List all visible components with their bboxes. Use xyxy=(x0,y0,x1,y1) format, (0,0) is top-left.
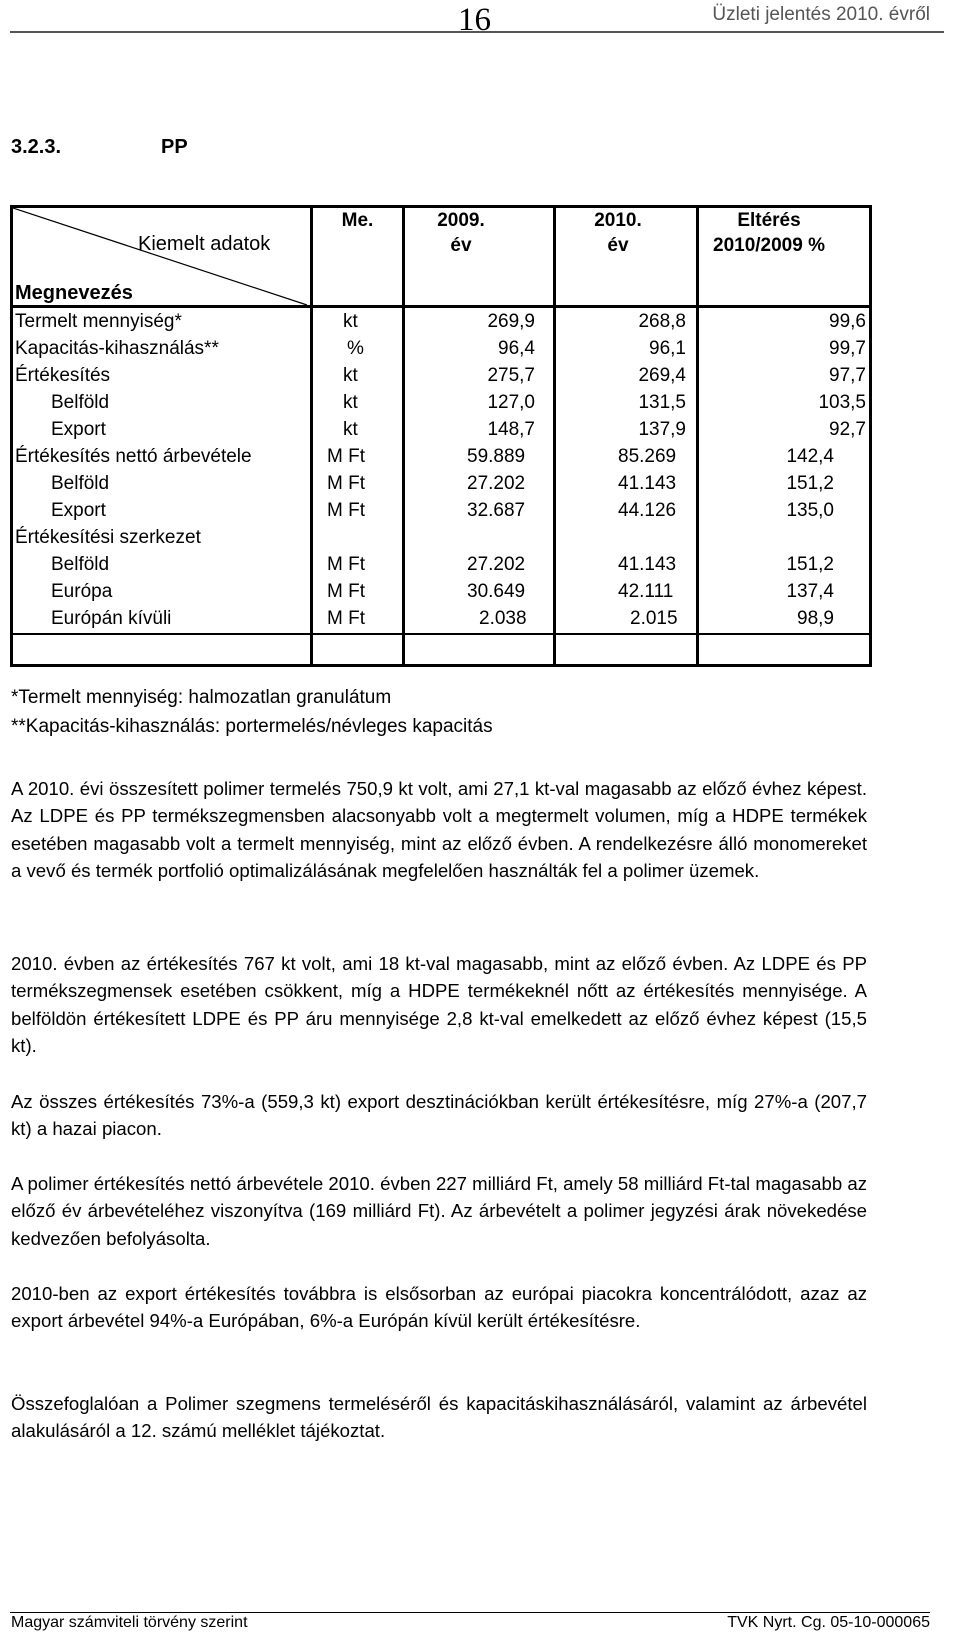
row-value-2009: 2.038 xyxy=(479,608,527,629)
row-unit: % xyxy=(347,338,364,359)
row-divider xyxy=(13,633,869,635)
row-name: Kapacitás-kihasználás** xyxy=(15,338,219,359)
row-value-diff: 142,4 xyxy=(786,446,834,467)
paragraph: 2010-ben az export értékesítés továbbra is elsősorban az európai piacokra koncentrálódott, azaz az export árbevétel 94%-a Európában, 6%-a Európán kívül került értékesítésre. xyxy=(11,1283,867,1332)
row-value-2010: 269,4 xyxy=(638,365,686,386)
col-divider xyxy=(696,208,699,664)
row-value-2010: 85.269 xyxy=(618,446,677,467)
footnote: *Termelt mennyiség: halmozatlan granulátum xyxy=(11,687,392,708)
col-divider xyxy=(553,208,556,664)
row-name: Termelt mennyiség* xyxy=(15,311,182,332)
col-header-unit: Me. xyxy=(341,210,374,231)
paragraph: A polimer értékesítés nettó árbevétele 2010. évben 227 milliárd Ft, amely 58 milliárd Ft-tal magasabb az előző év árbevételéhez viszonyítva (169 milliárd Ft). Az árbevételt a polimer jegyzési árak növekedése kedvezően befolyásolta. xyxy=(11,1173,867,1249)
row-value-diff: 151,2 xyxy=(786,473,834,494)
row-value-2010: 96,1 xyxy=(649,338,686,359)
row-value-2009: 127,0 xyxy=(487,392,535,413)
row-unit: kt xyxy=(343,392,358,413)
row-value-diff: 99,6 xyxy=(829,311,866,332)
row-value-diff: 97,7 xyxy=(829,365,866,386)
row-name: Európa xyxy=(51,581,113,602)
row-value-diff: 99,7 xyxy=(829,338,866,359)
row-value-2009: 30.649 xyxy=(467,581,526,602)
row-name: Export xyxy=(51,419,106,440)
row-value-2010: 137,9 xyxy=(638,419,686,440)
row-value-2009: 148,7 xyxy=(487,419,535,440)
row-unit: kt xyxy=(343,311,358,332)
section-number: 3.2.3. xyxy=(11,136,62,158)
col-header-2010: 2010. év xyxy=(594,210,642,256)
row-value-diff: 98,9 xyxy=(797,608,834,629)
col-divider xyxy=(402,208,405,664)
footer-left: Magyar számviteli törvény szerint xyxy=(11,1614,248,1631)
col-header-2009: 2009. év xyxy=(437,210,485,256)
paragraph: A 2010. évi összesített polimer termelés 750,9 kt volt, ami 27,1 kt-val magasabb az előző évhez képest. Az LDPE és PP termékszegmensben alacsonyabb volt a megtermelt volumen, míg a HDPE termékek esetében magasabb volt a termelt mennyiség, mint az előző évben. A rendelkezésre álló monomereket a vevő és termék portfolió optimalizálásának megfelelően használták fel a polimer üzemek. xyxy=(11,778,867,881)
row-value-2009: 275,7 xyxy=(487,365,535,386)
section-heading xyxy=(11,136,188,159)
table-corner-top: Kiemelt adatok xyxy=(138,233,271,255)
row-name: Értékesítési szerkezet xyxy=(15,527,201,548)
paragraph: Összefoglalóan a Polimer szegmens termeléséről és kapacitáskihasználásáról, valamint az árbevétel alakulásáról a 12. számú melléklet tájékoztat. xyxy=(11,1393,867,1442)
row-unit: M Ft xyxy=(327,608,365,629)
col-header-diff: Eltérés 2010/2009 % xyxy=(713,210,825,256)
running-title: Üzleti jelentés 2010. évről xyxy=(712,4,930,25)
row-unit: kt xyxy=(343,365,358,386)
row-value-2009: 27.202 xyxy=(467,473,526,494)
row-unit: M Ft xyxy=(327,554,365,575)
row-name: Export xyxy=(51,500,106,521)
col-divider xyxy=(310,208,313,664)
row-value-2010: 41.143 xyxy=(618,554,677,575)
row-value-2010: 42.111 xyxy=(618,581,674,602)
page-number: 16 xyxy=(458,2,491,38)
row-value-2010: 41.143 xyxy=(618,473,677,494)
row-value-diff: 135,0 xyxy=(786,500,834,521)
row-unit: M Ft xyxy=(327,500,365,521)
row-value-diff: 92,7 xyxy=(829,419,866,440)
row-unit: M Ft xyxy=(327,581,365,602)
row-name: Értékesítés xyxy=(15,365,111,386)
header-divider xyxy=(13,305,869,308)
row-value-diff: 103,5 xyxy=(818,392,866,413)
row-value-2009: 27.202 xyxy=(467,554,526,575)
paragraph: Az összes értékesítés 73%-a (559,3 kt) export desztinációkban került értékesítésre, míg 27%-a (207,7 kt) a hazai piacon. xyxy=(11,1091,867,1140)
row-name: Európán kívüli xyxy=(51,608,172,629)
row-value-2010: 131,5 xyxy=(638,392,686,413)
row-value-2009: 32.687 xyxy=(467,500,526,521)
row-value-2009: 59.889 xyxy=(467,446,526,467)
table-corner-bottom: Megnevezés xyxy=(15,282,133,304)
header-rule xyxy=(10,31,944,33)
row-value-2010: 268,8 xyxy=(638,311,686,332)
row-name: Értékesítés nettó árbevétele xyxy=(15,446,252,467)
row-value-2009: 96,4 xyxy=(498,338,535,359)
paragraph: 2010. évben az értékesítés 767 kt volt, ami 18 kt-val magasabb, mint az előző évben. Az LDPE és PP termékszegmensek esetében csökkent, míg a HDPE termékeknél nőtt az értékesítés mennyisége. A belföldön értékesített LDPE és PP áru mennyisége 2,8 kt-val emelkedett az előző évhez képest (15,5 kt). xyxy=(11,953,867,1056)
row-unit: M Ft xyxy=(327,473,365,494)
footer-rule xyxy=(10,1612,930,1613)
row-value-2010: 44.126 xyxy=(618,500,677,521)
row-unit: M Ft xyxy=(327,446,365,467)
row-value-diff: 151,2 xyxy=(786,554,834,575)
footer-right: TVK Nyrt. Cg. 05-10-000065 xyxy=(727,1614,930,1631)
key-data-table xyxy=(10,205,872,667)
row-unit: kt xyxy=(343,419,358,440)
row-value-diff: 137,4 xyxy=(786,581,834,602)
footnote: **Kapacitás-kihasználás: portermelés/névleges kapacitás xyxy=(11,716,493,737)
row-value-2010: 2.015 xyxy=(630,608,678,629)
section-title: PP xyxy=(161,136,188,158)
row-name: Belföld xyxy=(51,554,110,575)
row-name: Belföld xyxy=(51,473,110,494)
row-value-2009: 269,9 xyxy=(487,311,535,332)
row-name: Belföld xyxy=(51,392,110,413)
